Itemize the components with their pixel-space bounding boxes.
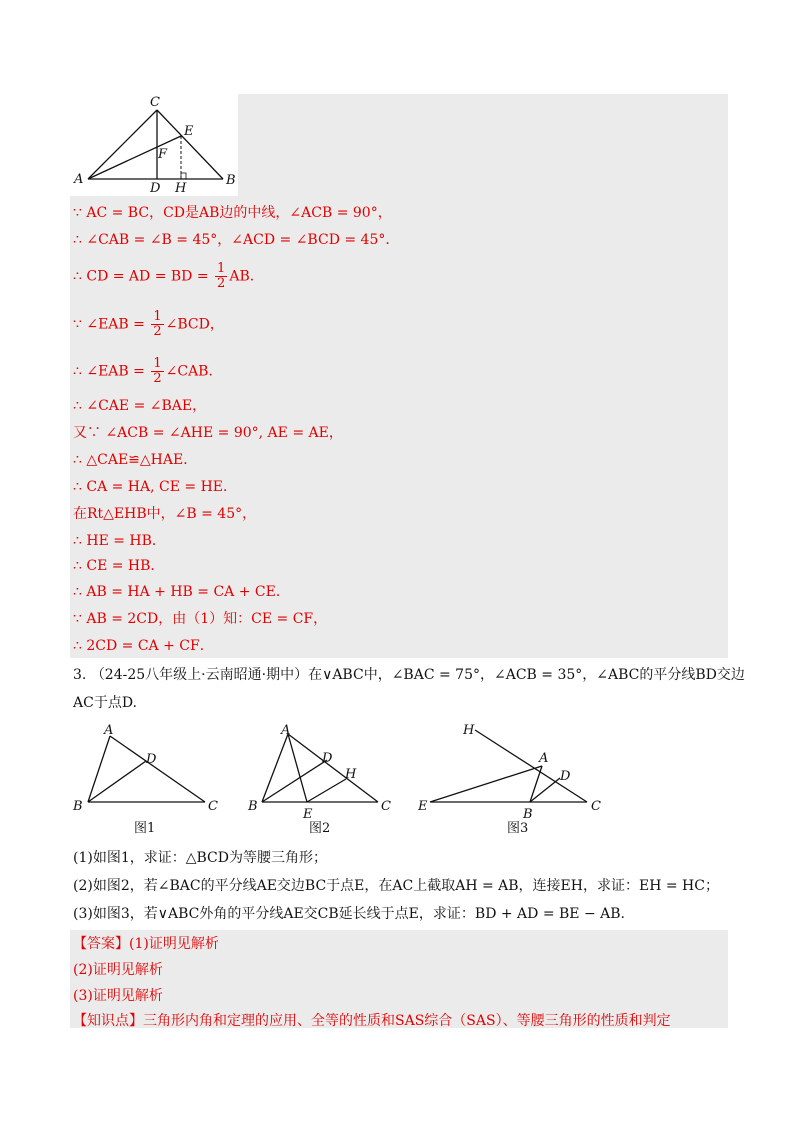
fraction-denominator: 2 xyxy=(217,276,226,291)
fig3-label-C: C xyxy=(591,799,601,814)
label-B: B xyxy=(226,173,236,188)
fraction xyxy=(151,310,163,339)
question-2: (2)如图2，若∠BAC的平分线AE交边BC于点E，在AC上截取AH = AB，连接EH，求证：EH = HC； xyxy=(73,878,719,894)
knowledge-text: 三角形内角和定理的应用、全等的性质和SAS综合（SAS）、等腰三角形的性质和判定 xyxy=(143,1013,671,1029)
proof-line-5-pre: ∴ ∠EAB = xyxy=(73,363,150,380)
label-F: F xyxy=(158,147,168,162)
problem-3-line-1 xyxy=(73,665,745,685)
fig1-label-A: A xyxy=(104,723,114,738)
proof-line-5-post: ∠CAB． xyxy=(165,363,223,380)
proof-line-12: ∴ CE = HB． xyxy=(73,558,165,574)
top-triangle-figure xyxy=(70,92,240,196)
label-H: H xyxy=(175,181,187,196)
fig1-label-C: C xyxy=(208,799,218,814)
proof-line-3-pre: ∴ CD = AD = BD = xyxy=(73,268,214,285)
answer-tag: 【答案】 xyxy=(73,936,129,952)
fraction xyxy=(151,357,163,386)
proof-line-4-pre: ∵ ∠EAB = xyxy=(73,316,150,333)
proof-line-3 xyxy=(73,262,264,291)
fig1-caption: 图1 xyxy=(134,821,156,836)
proof-line-14: ∵ AB = 2CD，由（1）知：CE = CF， xyxy=(73,611,328,627)
label-C: C xyxy=(150,95,160,110)
proof-line-4-post: ∠BCD， xyxy=(165,316,224,333)
proof-line-3-post: AB． xyxy=(229,268,264,285)
figure-1 xyxy=(70,722,220,840)
label-A: A xyxy=(74,172,84,187)
fig3-caption: 图3 xyxy=(507,821,529,836)
label-E: E xyxy=(184,124,194,139)
answer-item-1: (1)证明见解析 xyxy=(129,936,219,952)
fig3-label-B: B xyxy=(523,807,533,822)
proof-line-6: ∴ ∠CAE = ∠BAE， xyxy=(73,398,207,414)
problem-3-line-2: AC于点D. xyxy=(73,695,137,711)
proof-line-1: ∵ AC = BC，CD是AB边的中线，∠ACB = 90°， xyxy=(73,205,392,221)
label-D: D xyxy=(150,181,161,196)
answer-line-1 xyxy=(73,934,219,954)
problem-number: 3. xyxy=(73,667,87,683)
proof-line-8: ∴ △CAE≌△HAE． xyxy=(73,452,198,468)
fig1-label-B: B xyxy=(73,799,83,814)
proof-line-5 xyxy=(73,357,222,386)
knowledge-line xyxy=(73,1011,671,1031)
fig2-label-A: A xyxy=(281,723,291,738)
fig3-label-D: D xyxy=(560,769,571,784)
fig3-label-E: E xyxy=(418,799,428,814)
fig2-label-D: D xyxy=(322,751,333,766)
answer-line-2: (2)证明见解析 xyxy=(73,962,163,978)
fraction-denominator: 2 xyxy=(153,371,162,386)
answer-line-3: (3)证明见解析 xyxy=(73,988,163,1004)
figure-2 xyxy=(245,722,400,840)
solution-shade-top-right xyxy=(238,94,728,196)
fraction-numerator: 1 xyxy=(153,309,162,324)
fig2-label-C: C xyxy=(381,799,391,814)
proof-line-4 xyxy=(73,310,224,339)
question-3: (3)如图3，若∨ABC外角的平分线AE交CB延长线于点E，求证：BD + AD = BE − AB. xyxy=(73,906,626,922)
fig2-label-E: E xyxy=(303,807,313,822)
proof-line-13: ∴ AB = HA + HB = CA + CE． xyxy=(73,584,290,600)
fraction-numerator: 1 xyxy=(153,356,162,371)
question-1: (1)如图1，求证：△BCD为等腰三角形； xyxy=(73,850,327,866)
proof-line-9: ∴ CA = HA, CE = HE． xyxy=(73,479,238,495)
proof-line-11: ∴ HE = HB． xyxy=(73,533,166,549)
problem-source: （24-25八年级上·云南昭通·期中） xyxy=(90,667,309,683)
proof-line-7: 又∵ ∠ACB = ∠AHE = 90°, AE = AE， xyxy=(73,425,343,441)
fraction-numerator: 1 xyxy=(217,261,226,276)
knowledge-tag: 【知识点】 xyxy=(73,1013,143,1029)
fig2-label-B: B xyxy=(248,799,258,814)
fig3-label-A: A xyxy=(539,751,549,766)
fraction xyxy=(215,262,227,291)
fraction-denominator: 2 xyxy=(153,324,162,339)
problem-statement: 在∨ABC中，∠BAC = 75°，∠ACB = 35°，∠ABC的平分线BD交边 xyxy=(308,667,745,683)
fig2-label-H: H xyxy=(345,767,357,782)
proof-line-15: ∴ 2CD = CA + CF． xyxy=(73,638,214,654)
fig1-label-D: D xyxy=(146,752,157,767)
proof-line-10: 在Rt△EHB中，∠B = 45°， xyxy=(73,506,257,522)
figure-3 xyxy=(415,722,615,840)
fig2-caption: 图2 xyxy=(309,821,331,836)
fig3-label-H: H xyxy=(463,723,475,738)
proof-line-2: ∴ ∠CAB = ∠B = 45°，∠ACD = ∠BCD = 45°． xyxy=(73,232,400,248)
